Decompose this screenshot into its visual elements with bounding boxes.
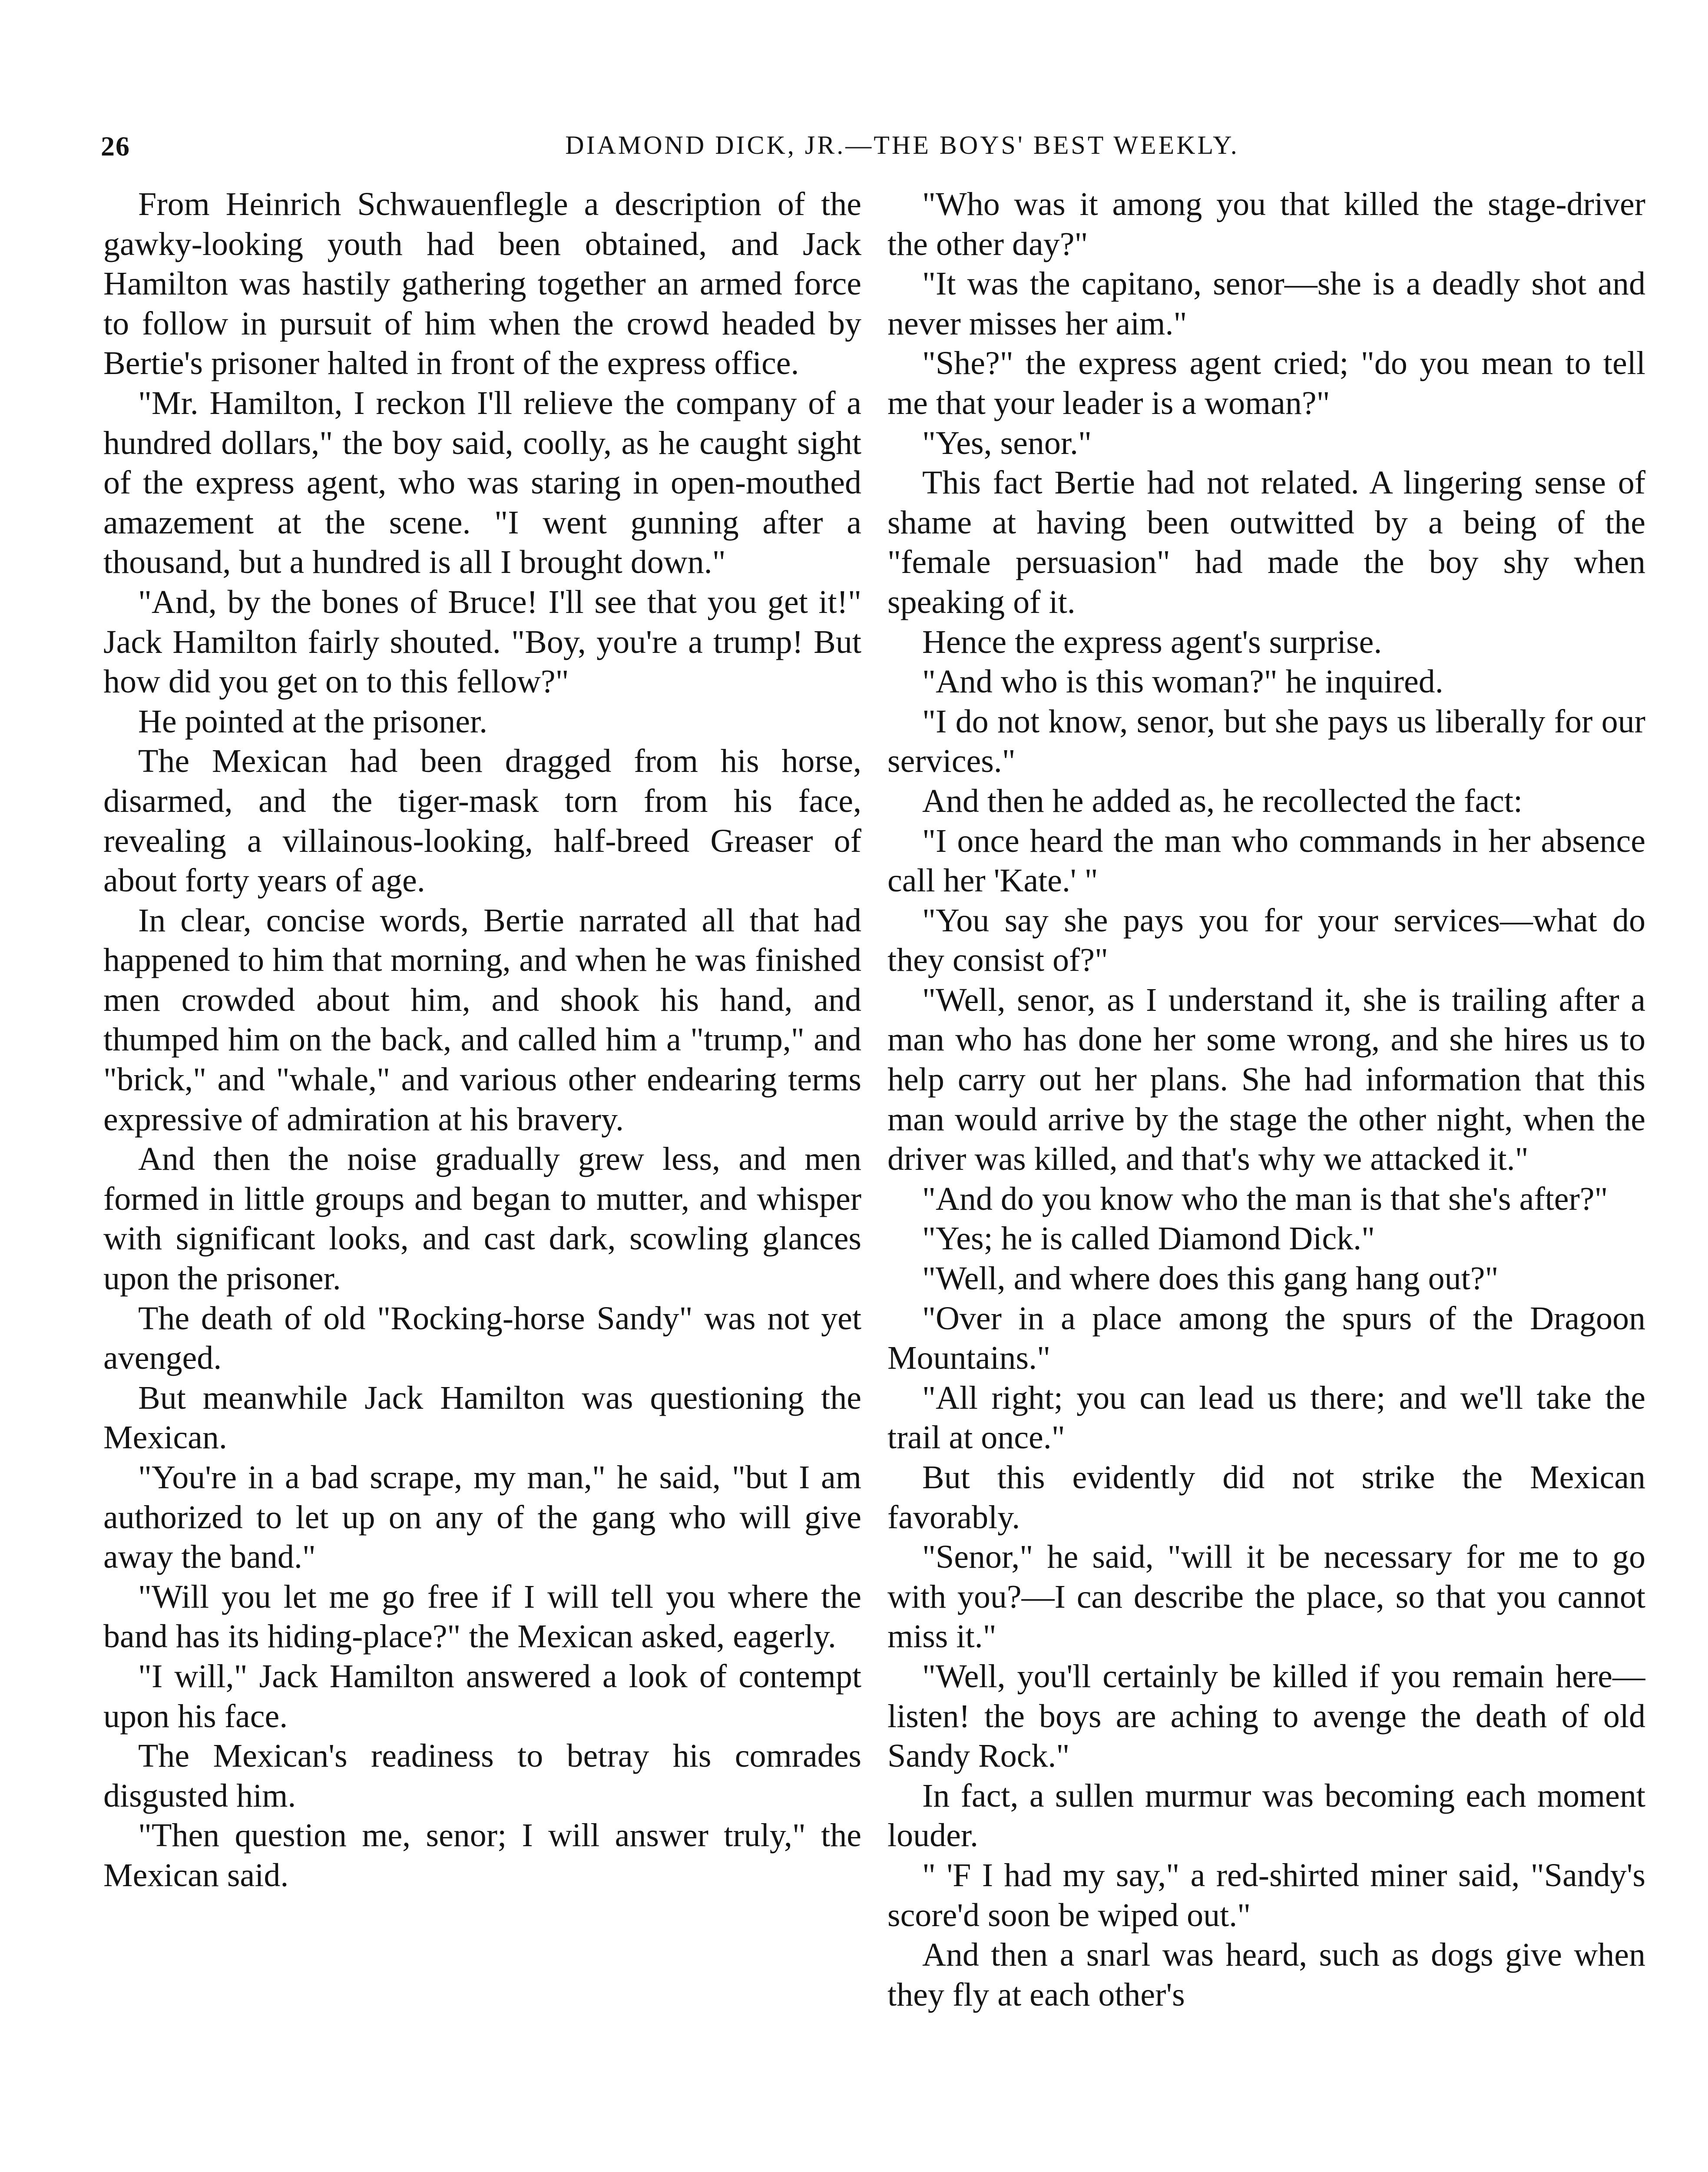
paragraph: But this evidently did not strike the Mexican favorably. <box>887 1459 1645 1536</box>
paragraph: This fact Bertie had not related. A lingering sense of shame at having been outwitted by a being of the "female persuasion" had made the boy shy when speaking of it. <box>887 464 1645 620</box>
paragraph: "Well, senor, as I understand it, she is trailing after a man who has done her some wrong, and she hires us to help carry out her plans. She had information that this man would arrive by the stage the other night, when the driver was killed, and that's why we attacked it." <box>887 981 1645 1178</box>
paragraph: "It was the capitano, senor—she is a deadly shot and never misses her aim." <box>887 265 1645 342</box>
page-number: 26 <box>101 131 130 162</box>
paragraph: "Yes; he is called Diamond Dick." <box>922 1220 1375 1257</box>
paragraph: "Will you let me go free if I will tell you where the band has its hiding-place?" the Mexican asked, eagerly. <box>103 1578 861 1655</box>
paragraph: "You say she pays you for your services—what do they consist of?" <box>887 902 1645 979</box>
running-head: DIAMOND DICK, JR.—THE BOYS' BEST WEEKLY. <box>565 131 1239 159</box>
paragraph: "Yes, senor." <box>922 424 1092 461</box>
paragraph: "You're in a bad scrape, my man," he said, "but I am authorized to let up on any of the gang who will give away the band." <box>103 1459 861 1576</box>
paragraph: The Mexican's readiness to betray his comrades disgusted him. <box>103 1738 861 1814</box>
paragraph: "All right; you can lead us there; and we'll take the trail at once." <box>887 1379 1645 1456</box>
paragraph: "Senor," he said, "will it be necessary for me to go with you?—I can describe the place, so that you cannot miss it." <box>887 1539 1645 1655</box>
text-columns <box>103 185 1645 2172</box>
paragraph: "And, by the bones of Bruce! I'll see that you get it!" Jack Hamilton fairly shouted. "Boy, you're a trump! But how did you get on to this fellow?" <box>103 583 861 700</box>
paragraph: "I will," Jack Hamilton answered a look of contempt upon his face. <box>103 1658 861 1735</box>
paragraph: Hence the express agent's surprise. <box>922 623 1382 660</box>
paragraph: And then a snarl was heard, such as dogs give when they fly at each other's <box>887 1937 1645 2013</box>
paragraph: "I once heard the man who commands in her absence call her 'Kate.' " <box>887 822 1645 899</box>
paragraph: And then the noise gradually grew less, and men formed in little groups and began to mutter, and whisper with significant looks, and cast dark, scowling glances upon the prisoner. <box>103 1141 861 1297</box>
paragraph: "Then question me, senor; I will answer truly," the Mexican said. <box>103 1817 861 1894</box>
paragraph: "Over in a place among the spurs of the Dragoon Mountains." <box>887 1300 1645 1377</box>
paragraph: "And do you know who the man is that she's after?" <box>922 1180 1608 1217</box>
paragraph: "Well, you'll certainly be killed if you remain here—listen! the boys are aching to avenge the death of old Sandy Rock." <box>887 1658 1645 1775</box>
paragraph: "Well, and where does this gang hang out?" <box>922 1260 1499 1297</box>
paragraph: "I do not know, senor, but she pays us liberally for our services." <box>887 703 1645 780</box>
paragraph: And then he added as, he recollected the fact: <box>922 782 1523 819</box>
paragraph: He pointed at the prisoner. <box>138 703 488 740</box>
paragraph: The death of old "Rocking-horse Sandy" was not yet avenged. <box>103 1300 861 1377</box>
paragraph: In clear, concise words, Bertie narrated all that had happened to him that morning, and when he was finished men crowded about him, and shook his hand, and thumped him on the back, and called him a "trump," and "brick," and "whale," and various other endearing terms expressive of admiration at his bravery. <box>103 902 861 1138</box>
paragraph: In fact, a sullen murmur was becoming each moment louder. <box>887 1777 1645 1854</box>
paragraph: " 'F I had my say," a red-shirted miner said, "Sandy's score'd soon be wiped out." <box>887 1857 1645 1934</box>
paragraph: "She?" the express agent cried; "do you mean to tell me that your leader is a woman?" <box>887 345 1645 421</box>
paragraph: "And who is this woman?" he inquired. <box>922 663 1443 700</box>
left-column <box>103 185 861 2172</box>
paragraph: "Mr. Hamilton, I reckon I'll relieve the company of a hundred dollars," the boy said, coolly, as he caught sight of the express agent, who was staring in open-mouthed amazement at the scene. "I went gunning after a thousand, but a hundred is all I brought down." <box>103 384 861 581</box>
page-header <box>101 130 1638 178</box>
paragraph: From Heinrich Schwauenflegle a description of the gawky-looking youth had been obtained, and Jack Hamilton was hastily gathering together an armed force to follow in pursuit of him when the crowd headed by Bertie's prisoner halted in front of the express office. <box>103 186 861 382</box>
paragraph: The Mexican had been dragged from his horse, disarmed, and the tiger-mask torn from his face, revealing a villainous-looking, half-breed Greaser of about forty years of age. <box>103 743 861 899</box>
paragraph: But meanwhile Jack Hamilton was questioning the Mexican. <box>103 1379 861 1456</box>
paragraph: "Who was it among you that killed the stage-driver the other day?" <box>887 186 1645 262</box>
right-column <box>887 185 1645 2172</box>
